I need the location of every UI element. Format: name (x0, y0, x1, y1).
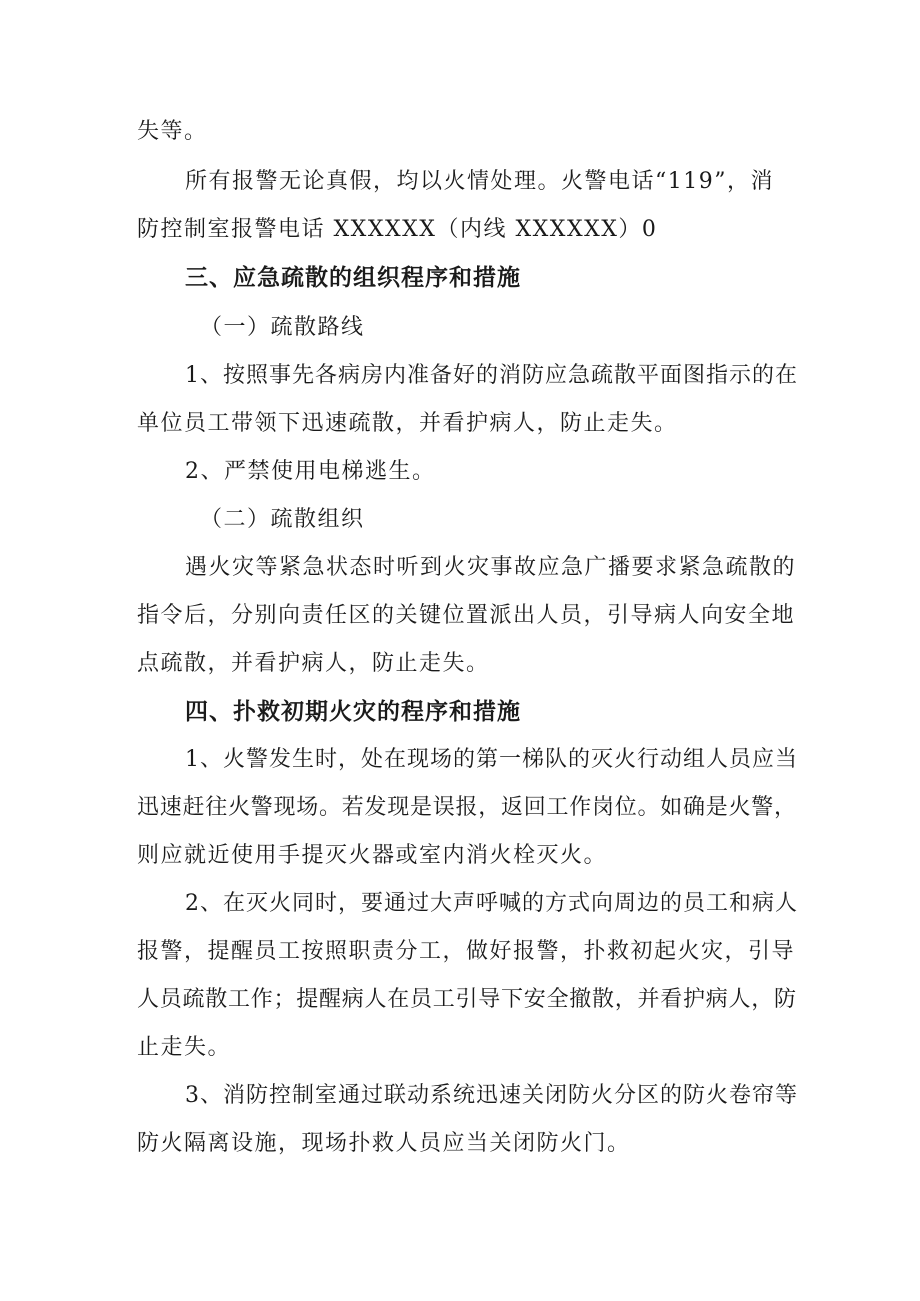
paragraph-line: 3、消防控制室通过联动系统迅速关闭防火分区的防火卷帘等 (185, 1083, 798, 1108)
paragraph-line: 1、火警发生时，处在现场的第一梯队的灭火行动组人员应当 (185, 747, 798, 772)
paragraph-line: 2、严禁使用电梯逃生。 (185, 459, 436, 484)
paragraph-line: 迅速赶往火警现场。若发现是误报，返回工作岗位。如确是火警， (137, 795, 797, 820)
paragraph-line: 防控制室报警电话 XXXXXX（内线 XXXXXX）0 (137, 217, 658, 242)
subsection-heading: （二）疏散组织 (200, 507, 365, 532)
paragraph-line: 遇火灾等紧急状态时听到火灾事故应急广播要求紧急疏散的 (185, 555, 797, 580)
paragraph-line: 指令后，分别向责任区的关键位置派出人员，引导病人向安全地 (137, 603, 796, 628)
paragraph-line: 2、在灭火同时，要通过大声呼喊的方式向周边的员工和病人 (185, 891, 798, 916)
paragraph-line: 失等。 (137, 119, 208, 144)
paragraph-line: 防火隔离设施，现场扑救人员应当关闭防火门。 (137, 1131, 631, 1156)
paragraph-line: 则应就近使用手提灭火器或室内消火栓灭火。 (137, 843, 608, 868)
subsection-heading: （一）疏散路线 (200, 315, 365, 340)
paragraph-line: 止走失。 (137, 1035, 232, 1060)
section-heading: 三、应急疏散的组织程序和措施 (185, 265, 521, 291)
paragraph-line: 点疏散，并看护病人，防止走失。 (137, 651, 490, 676)
section-heading: 四、扑救初期火灾的程序和措施 (185, 699, 521, 725)
paragraph-line: 单位员工带领下迅速疏散，并看护病人，防止走失。 (137, 411, 678, 436)
paragraph-line: 1、按照事先各病房内准备好的消防应急疏散平面图指示的在 (185, 363, 798, 388)
paragraph-line: 所有报警无论真假，均以火情处理。火警电话“119”，消 (185, 169, 774, 194)
paragraph-line: 人员疏散工作；提醒病人在员工引导下安全撤散，并看护病人，防 (137, 987, 797, 1012)
paragraph-line: 报警，提醒员工按照职责分工，做好报警，扑救初起火灾，引导 (137, 939, 796, 964)
